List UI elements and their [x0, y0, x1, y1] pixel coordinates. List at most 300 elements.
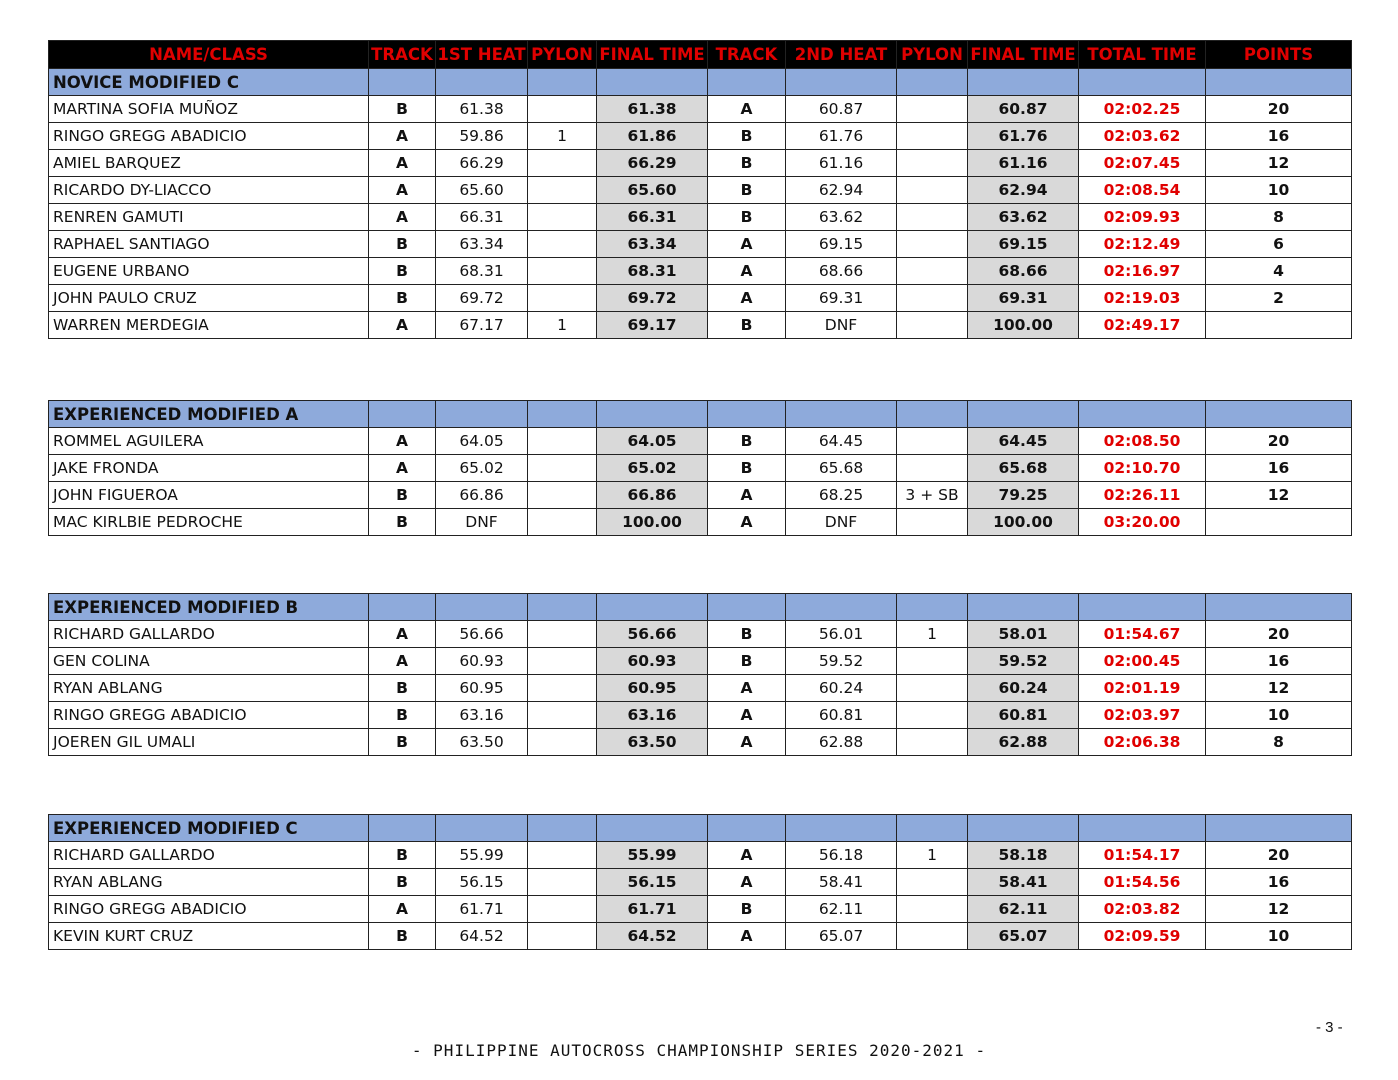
cell-track2: A	[708, 869, 786, 896]
cell-pylon2	[897, 455, 968, 482]
cell-name: KEVIN KURT CRUZ	[49, 923, 369, 950]
section-header-fill	[1206, 594, 1352, 621]
cell-track2: A	[708, 509, 786, 536]
cell-final2: 60.24	[968, 675, 1079, 702]
section-header-fill	[369, 594, 436, 621]
cell-track1: B	[369, 258, 436, 285]
cell-name: JAKE FRONDA	[49, 455, 369, 482]
cell-heat1: 59.86	[436, 123, 528, 150]
cell-pylon1	[528, 177, 597, 204]
cell-heat2: 69.31	[786, 285, 897, 312]
cell-total: 01:54.17	[1079, 842, 1206, 869]
table-row	[49, 96, 1352, 123]
cell-points: 8	[1206, 729, 1352, 756]
section-header-fill	[786, 815, 897, 842]
cell-track1: B	[369, 923, 436, 950]
cell-final2: 100.00	[968, 509, 1079, 536]
table-row	[49, 258, 1352, 285]
section-header-fill	[786, 594, 897, 621]
section-header-fill	[968, 401, 1079, 428]
cell-total: 01:54.56	[1079, 869, 1206, 896]
cell-final2: 79.25	[968, 482, 1079, 509]
cell-track1: B	[369, 231, 436, 258]
column-header-track1: TRACK	[369, 41, 436, 69]
table-row	[49, 455, 1352, 482]
cell-track1: A	[369, 177, 436, 204]
table-row	[49, 482, 1352, 509]
section-header-fill	[369, 69, 436, 96]
column-header-name: NAME/CLASS	[49, 41, 369, 69]
table-row	[49, 621, 1352, 648]
results-table	[48, 400, 1352, 536]
results-table	[48, 814, 1352, 950]
cell-heat2: 65.68	[786, 455, 897, 482]
cell-track2: A	[708, 258, 786, 285]
cell-heat1: 66.31	[436, 204, 528, 231]
cell-points: 20	[1206, 842, 1352, 869]
cell-final1: 56.66	[597, 621, 708, 648]
section-header-fill	[897, 815, 968, 842]
cell-pylon1	[528, 231, 597, 258]
section-header-fill	[1079, 815, 1206, 842]
cell-pylon1	[528, 896, 597, 923]
cell-heat2: 62.88	[786, 729, 897, 756]
cell-pylon1	[528, 621, 597, 648]
cell-pylon2: 1	[897, 621, 968, 648]
cell-pylon1	[528, 150, 597, 177]
cell-pylon2: 3 + SB	[897, 482, 968, 509]
table-row	[49, 869, 1352, 896]
cell-pylon2	[897, 869, 968, 896]
cell-track2: A	[708, 923, 786, 950]
table-row	[49, 150, 1352, 177]
section-header-fill	[369, 815, 436, 842]
cell-pylon1: 1	[528, 123, 597, 150]
cell-heat1: 56.66	[436, 621, 528, 648]
cell-track1: B	[369, 869, 436, 896]
table-row	[49, 123, 1352, 150]
section-header-fill	[1206, 401, 1352, 428]
cell-heat2: 56.01	[786, 621, 897, 648]
cell-final2: 58.18	[968, 842, 1079, 869]
cell-track1: A	[369, 896, 436, 923]
cell-pylon2	[897, 729, 968, 756]
cell-name: WARREN MERDEGIA	[49, 312, 369, 339]
table-row	[49, 702, 1352, 729]
cell-track1: B	[369, 285, 436, 312]
cell-name: RAPHAEL SANTIAGO	[49, 231, 369, 258]
cell-total: 02:03.97	[1079, 702, 1206, 729]
column-header-track2: TRACK	[708, 41, 786, 69]
section-header-fill	[1206, 815, 1352, 842]
cell-pylon2	[897, 123, 968, 150]
cell-heat1: 55.99	[436, 842, 528, 869]
table-row	[49, 648, 1352, 675]
cell-final1: 55.99	[597, 842, 708, 869]
section-header-fill	[597, 401, 708, 428]
cell-track2: A	[708, 96, 786, 123]
cell-pylon1	[528, 648, 597, 675]
cell-name: JOHN FIGUEROA	[49, 482, 369, 509]
cell-pylon2	[897, 428, 968, 455]
cell-name: MAC KIRLBIE PEDROCHE	[49, 509, 369, 536]
cell-heat2: 59.52	[786, 648, 897, 675]
cell-points: 10	[1206, 923, 1352, 950]
cell-pylon1	[528, 923, 597, 950]
cell-points: 4	[1206, 258, 1352, 285]
cell-points: 10	[1206, 702, 1352, 729]
cell-pylon1	[528, 455, 597, 482]
section-header-fill	[708, 401, 786, 428]
cell-pylon2: 1	[897, 842, 968, 869]
cell-final2: 62.94	[968, 177, 1079, 204]
cell-track1: A	[369, 648, 436, 675]
cell-total: 02:09.93	[1079, 204, 1206, 231]
cell-total: 02:16.97	[1079, 258, 1206, 285]
cell-final1: 68.31	[597, 258, 708, 285]
cell-points: 12	[1206, 482, 1352, 509]
header-row	[49, 41, 1352, 69]
cell-pylon2	[897, 675, 968, 702]
cell-heat2: 60.24	[786, 675, 897, 702]
section-header-fill	[1079, 69, 1206, 96]
cell-heat1: 69.72	[436, 285, 528, 312]
cell-final1: 69.17	[597, 312, 708, 339]
cell-pylon1	[528, 258, 597, 285]
cell-heat2: 68.66	[786, 258, 897, 285]
cell-final2: 60.81	[968, 702, 1079, 729]
section-header-fill	[1079, 401, 1206, 428]
cell-pylon2	[897, 204, 968, 231]
cell-heat1: 64.52	[436, 923, 528, 950]
cell-name: RYAN ABLANG	[49, 675, 369, 702]
cell-pylon1: 1	[528, 312, 597, 339]
cell-heat2: 61.76	[786, 123, 897, 150]
cell-name: RENREN GAMUTI	[49, 204, 369, 231]
cell-final2: 60.87	[968, 96, 1079, 123]
cell-final1: 61.71	[597, 896, 708, 923]
cell-pylon2	[897, 648, 968, 675]
cell-points: 12	[1206, 675, 1352, 702]
section-header-fill	[528, 69, 597, 96]
cell-track1: A	[369, 312, 436, 339]
column-header-pylon2: PYLON	[897, 41, 968, 69]
section-header-fill	[897, 69, 968, 96]
table-row	[49, 896, 1352, 923]
cell-name: JOEREN GIL UMALI	[49, 729, 369, 756]
cell-track2: B	[708, 428, 786, 455]
cell-heat2: 58.41	[786, 869, 897, 896]
table-row	[49, 923, 1352, 950]
cell-pylon2	[897, 923, 968, 950]
cell-heat1: 66.29	[436, 150, 528, 177]
section-header-fill	[436, 594, 528, 621]
cell-heat2: DNF	[786, 312, 897, 339]
column-header-pylon1: PYLON	[528, 41, 597, 69]
cell-points: 12	[1206, 150, 1352, 177]
table-row	[49, 312, 1352, 339]
cell-pylon1	[528, 869, 597, 896]
cell-track1: A	[369, 204, 436, 231]
section-header-fill	[597, 815, 708, 842]
cell-pylon1	[528, 509, 597, 536]
cell-heat1: 64.05	[436, 428, 528, 455]
cell-total: 02:01.19	[1079, 675, 1206, 702]
cell-heat2: 60.81	[786, 702, 897, 729]
section-header-fill	[369, 401, 436, 428]
cell-heat2: 56.18	[786, 842, 897, 869]
cell-name: RINGO GREGG ABADICIO	[49, 896, 369, 923]
cell-final2: 61.76	[968, 123, 1079, 150]
cell-pylon1	[528, 204, 597, 231]
cell-final1: 66.31	[597, 204, 708, 231]
cell-name: EUGENE URBANO	[49, 258, 369, 285]
cell-pylon2	[897, 509, 968, 536]
cell-track2: B	[708, 648, 786, 675]
table-row	[49, 231, 1352, 258]
cell-pylon1	[528, 96, 597, 123]
cell-points: 20	[1206, 428, 1352, 455]
cell-final1: 60.93	[597, 648, 708, 675]
cell-track1: B	[369, 675, 436, 702]
cell-final2: 65.68	[968, 455, 1079, 482]
cell-points: 10	[1206, 177, 1352, 204]
table-row	[49, 842, 1352, 869]
cell-track1: A	[369, 150, 436, 177]
cell-track1: B	[369, 702, 436, 729]
cell-heat2: 61.16	[786, 150, 897, 177]
cell-track2: A	[708, 675, 786, 702]
cell-total: 02:10.70	[1079, 455, 1206, 482]
cell-final1: 63.16	[597, 702, 708, 729]
cell-heat1: 63.50	[436, 729, 528, 756]
section-header-fill	[786, 69, 897, 96]
cell-pylon1	[528, 675, 597, 702]
cell-track2: B	[708, 621, 786, 648]
cell-final1: 63.34	[597, 231, 708, 258]
cell-final2: 69.15	[968, 231, 1079, 258]
cell-name: RINGO GREGG ABADICIO	[49, 123, 369, 150]
cell-track2: A	[708, 231, 786, 258]
section-header-fill	[968, 815, 1079, 842]
cell-final1: 61.38	[597, 96, 708, 123]
cell-total: 03:20.00	[1079, 509, 1206, 536]
section-title: EXPERIENCED MODIFIED C	[49, 815, 369, 842]
cell-track1: B	[369, 96, 436, 123]
cell-name: RICHARD GALLARDO	[49, 842, 369, 869]
cell-total: 02:00.45	[1079, 648, 1206, 675]
cell-heat1: 67.17	[436, 312, 528, 339]
table-row	[49, 428, 1352, 455]
cell-heat1: 65.60	[436, 177, 528, 204]
section-header-fill	[436, 815, 528, 842]
cell-heat1: 60.95	[436, 675, 528, 702]
section-header-row	[49, 69, 1352, 96]
section-title: EXPERIENCED MODIFIED B	[49, 594, 369, 621]
section-header-fill	[528, 594, 597, 621]
cell-final2: 68.66	[968, 258, 1079, 285]
cell-track1: A	[369, 455, 436, 482]
cell-track2: B	[708, 455, 786, 482]
cell-pylon1	[528, 702, 597, 729]
cell-track1: A	[369, 428, 436, 455]
cell-final2: 65.07	[968, 923, 1079, 950]
results-table	[48, 40, 1352, 339]
cell-pylon1	[528, 729, 597, 756]
cell-pylon2	[897, 96, 968, 123]
cell-total: 02:19.03	[1079, 285, 1206, 312]
cell-total: 02:07.45	[1079, 150, 1206, 177]
cell-final2: 69.31	[968, 285, 1079, 312]
cell-final1: 100.00	[597, 509, 708, 536]
cell-name: RICHARD GALLARDO	[49, 621, 369, 648]
section-title: EXPERIENCED MODIFIED A	[49, 401, 369, 428]
section-header-row	[49, 815, 1352, 842]
cell-points: 16	[1206, 869, 1352, 896]
cell-total: 02:02.25	[1079, 96, 1206, 123]
cell-total: 02:03.82	[1079, 896, 1206, 923]
cell-heat1: DNF	[436, 509, 528, 536]
cell-track2: B	[708, 896, 786, 923]
section-header-fill	[786, 401, 897, 428]
cell-track2: B	[708, 177, 786, 204]
column-header-final2: FINAL TIME	[968, 41, 1079, 69]
cell-heat2: 62.94	[786, 177, 897, 204]
cell-final1: 69.72	[597, 285, 708, 312]
cell-points: 16	[1206, 455, 1352, 482]
cell-final1: 64.52	[597, 923, 708, 950]
cell-name: GEN COLINA	[49, 648, 369, 675]
section-header-fill	[436, 69, 528, 96]
cell-pylon1	[528, 285, 597, 312]
cell-final1: 56.15	[597, 869, 708, 896]
cell-final2: 64.45	[968, 428, 1079, 455]
cell-heat2: 68.25	[786, 482, 897, 509]
cell-final1: 65.02	[597, 455, 708, 482]
cell-track1: A	[369, 123, 436, 150]
cell-points: 12	[1206, 896, 1352, 923]
cell-track1: A	[369, 621, 436, 648]
section-header-fill	[1079, 594, 1206, 621]
section-header-fill	[528, 401, 597, 428]
column-header-points: POINTS	[1206, 41, 1352, 69]
section-header-fill	[897, 401, 968, 428]
cell-heat1: 68.31	[436, 258, 528, 285]
cell-pylon2	[897, 258, 968, 285]
cell-track2: A	[708, 729, 786, 756]
cell-pylon1	[528, 428, 597, 455]
cell-pylon2	[897, 177, 968, 204]
column-header-heat1: 1ST HEAT	[436, 41, 528, 69]
cell-pylon2	[897, 702, 968, 729]
section-header-fill	[528, 815, 597, 842]
cell-track2: B	[708, 123, 786, 150]
cell-track1: B	[369, 729, 436, 756]
table-row	[49, 675, 1352, 702]
cell-track1: B	[369, 842, 436, 869]
cell-final2: 100.00	[968, 312, 1079, 339]
cell-heat1: 63.34	[436, 231, 528, 258]
cell-track2: A	[708, 702, 786, 729]
cell-heat1: 65.02	[436, 455, 528, 482]
cell-track2: A	[708, 285, 786, 312]
cell-heat2: 65.07	[786, 923, 897, 950]
cell-pylon2	[897, 896, 968, 923]
cell-final1: 60.95	[597, 675, 708, 702]
cell-track2: A	[708, 482, 786, 509]
table-row	[49, 729, 1352, 756]
cell-track1: B	[369, 509, 436, 536]
cell-final1: 66.29	[597, 150, 708, 177]
cell-heat2: 62.11	[786, 896, 897, 923]
cell-points: 8	[1206, 204, 1352, 231]
table-row	[49, 509, 1352, 536]
cell-final2: 58.01	[968, 621, 1079, 648]
cell-points: 2	[1206, 285, 1352, 312]
cell-points: 20	[1206, 621, 1352, 648]
cell-pylon2	[897, 312, 968, 339]
cell-track1: B	[369, 482, 436, 509]
cell-track2: B	[708, 204, 786, 231]
cell-name: AMIEL BARQUEZ	[49, 150, 369, 177]
section-header-fill	[968, 69, 1079, 96]
cell-final2: 62.88	[968, 729, 1079, 756]
cell-heat2: 64.45	[786, 428, 897, 455]
column-header-final1: FINAL TIME	[597, 41, 708, 69]
cell-total: 02:03.62	[1079, 123, 1206, 150]
cell-heat1: 63.16	[436, 702, 528, 729]
cell-name: JOHN PAULO CRUZ	[49, 285, 369, 312]
cell-total: 02:26.11	[1079, 482, 1206, 509]
cell-total: 01:54.67	[1079, 621, 1206, 648]
cell-total: 02:49.17	[1079, 312, 1206, 339]
cell-pylon1	[528, 482, 597, 509]
section-header-fill	[708, 594, 786, 621]
cell-heat1: 61.71	[436, 896, 528, 923]
cell-heat2: 69.15	[786, 231, 897, 258]
cell-points	[1206, 312, 1352, 339]
cell-points: 6	[1206, 231, 1352, 258]
cell-final2: 63.62	[968, 204, 1079, 231]
cell-final2: 59.52	[968, 648, 1079, 675]
cell-name: MARTINA SOFIA MUÑOZ	[49, 96, 369, 123]
section-header-fill	[597, 594, 708, 621]
cell-final2: 62.11	[968, 896, 1079, 923]
cell-heat2: 63.62	[786, 204, 897, 231]
cell-pylon2	[897, 285, 968, 312]
cell-final1: 61.86	[597, 123, 708, 150]
cell-pylon1	[528, 842, 597, 869]
table-row	[49, 177, 1352, 204]
cell-points	[1206, 509, 1352, 536]
column-header-heat2: 2ND HEAT	[786, 41, 897, 69]
cell-total: 02:12.49	[1079, 231, 1206, 258]
cell-points: 16	[1206, 648, 1352, 675]
table-row	[49, 204, 1352, 231]
page-number: - 3 -	[1316, 1019, 1343, 1036]
cell-pylon2	[897, 231, 968, 258]
cell-final2: 58.41	[968, 869, 1079, 896]
cell-final1: 65.60	[597, 177, 708, 204]
cell-final1: 64.05	[597, 428, 708, 455]
section-header-fill	[968, 594, 1079, 621]
section-header-fill	[597, 69, 708, 96]
section-title: NOVICE MODIFIED C	[49, 69, 369, 96]
cell-track2: B	[708, 150, 786, 177]
section-header-fill	[436, 401, 528, 428]
cell-total: 02:08.54	[1079, 177, 1206, 204]
cell-final1: 66.86	[597, 482, 708, 509]
